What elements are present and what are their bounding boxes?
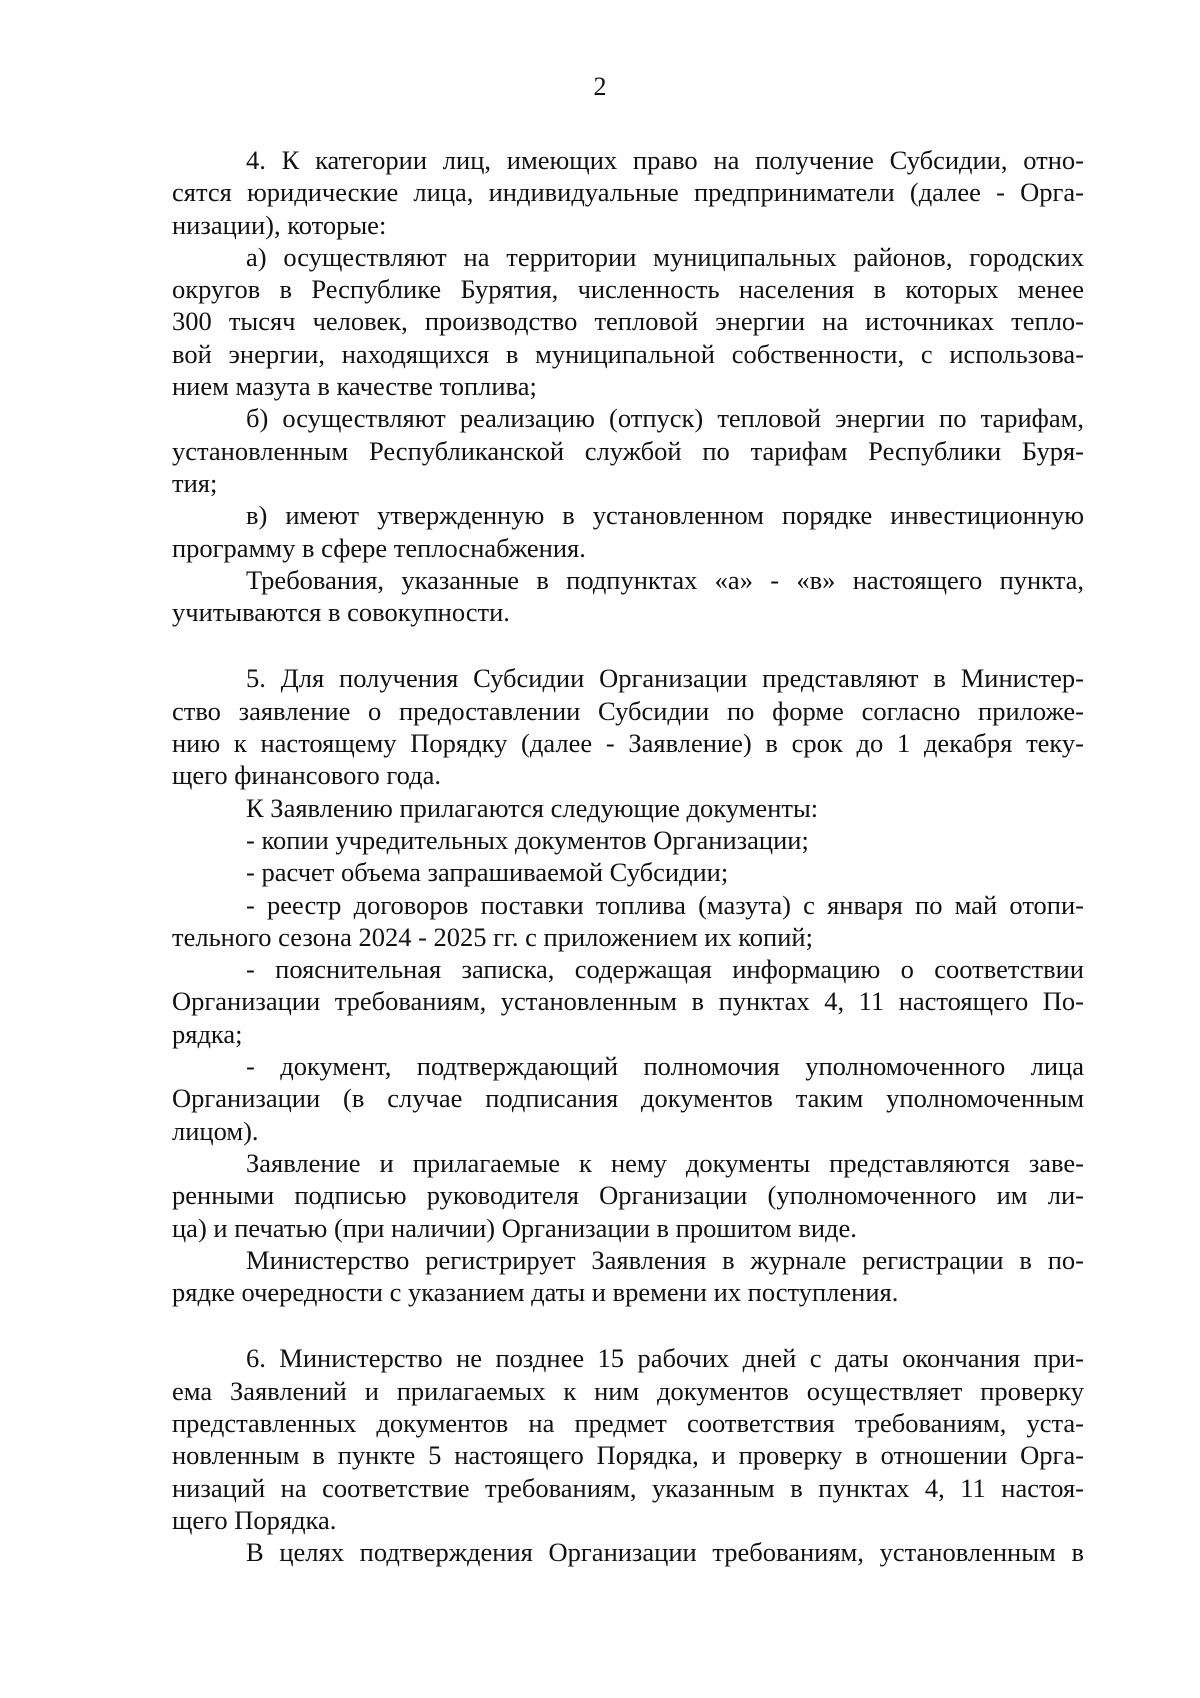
- text-line: щего Порядка.: [172, 1504, 337, 1535]
- text-line: - пояснительная записка, содержащая информацию о соответствии: [246, 954, 1084, 985]
- section-gap: [172, 1308, 1084, 1342]
- text-line: вой энергии, находящихся в муниципальной собственности, с использова-: [172, 338, 1084, 369]
- text-line: рядке очередности с указанием даты и времени их поступления.: [172, 1277, 899, 1308]
- text-line: нию к настоящему Порядку (далее - Заявление) в срок до 1 декабря теку-: [172, 728, 1084, 759]
- text-line: 6. Министерство не позднее 15 рабочих дней с даты окончания при-: [246, 1343, 1084, 1374]
- text-line: установленным Республиканской службой по тарифам Республики Буря-: [172, 435, 1084, 466]
- text-line: программу в сфере теплоснабжения.: [172, 532, 586, 563]
- text-line: учитываются в совокупности.: [172, 597, 510, 628]
- text-line: 300 тысяч человек, производство тепловой энергии на источниках тепло-: [172, 306, 1084, 337]
- text-line: ема Заявлений и прилагаемых к ним документов осуществляет проверку: [172, 1375, 1084, 1406]
- text-line: Заявление и прилагаемые к нему документы представляются заве-: [246, 1147, 1084, 1178]
- section-3: [172, 1342, 1084, 1568]
- text-line: Министерство регистрирует Заявления в журнале регистрации в по-: [246, 1244, 1084, 1275]
- text-line: Организации требованиям, установленным в пунктах 4, 11 настоящего По-: [172, 986, 1084, 1017]
- text-line: В целях подтверждения Организации требованиям, установленным в: [246, 1537, 1084, 1568]
- section-gap: [172, 628, 1084, 662]
- text-line: - расчет объема запрашиваемой Субсидии;: [246, 857, 729, 888]
- text-line: лицом).: [172, 1115, 259, 1146]
- document-body: [172, 144, 1084, 1568]
- text-line: округов в Республике Бурятия, численность населения в которых менее: [172, 274, 1084, 305]
- text-line: Организации (в случае подписания документов таким уполномоченным: [172, 1083, 1084, 1114]
- text-line: - реестр договоров поставки топлива (мазута) с января по май отопи-: [246, 889, 1084, 920]
- text-line: - документ, подтверждающий полномочия уполномоченного лица: [246, 1051, 1084, 1082]
- text-line: ство заявление о предоставлении Субсидии по форме согласно приложе-: [172, 695, 1084, 726]
- text-line: в) имеют утвержденную в установленном порядке инвестиционную: [246, 500, 1084, 531]
- text-line: К Заявлению прилагаются следующие документы:: [246, 792, 819, 823]
- section-2: [172, 662, 1084, 1308]
- text-line: низаций на соответствие требованиям, указанным в пунктах 4, 11 настоя-: [172, 1472, 1084, 1503]
- text-line: а) осуществляют на территории муниципальных районов, городских: [246, 241, 1084, 272]
- text-line: б) осуществляют реализацию (отпуск) тепловой энергии по тарифам,: [246, 403, 1084, 434]
- text-line: ренными подписью руководителя Организации (уполномоченного им ли-: [172, 1180, 1084, 1211]
- text-line: нием мазута в качестве топлива;: [172, 371, 537, 402]
- section-1: [172, 144, 1084, 628]
- text-line: - копии учредительных документов Организации;: [246, 824, 809, 855]
- text-line: сятся юридические лица, индивидуальные предприниматели (далее - Орга-: [172, 177, 1084, 208]
- text-line: щего финансового года.: [172, 760, 441, 791]
- text-line: низации), которые:: [172, 209, 387, 240]
- text-line: Требования, указанные в подпунктах «а» - «в» настоящего пункта,: [246, 564, 1084, 595]
- text-line: новленным в пункте 5 настоящего Порядка, и проверку в отношении Орга-: [172, 1440, 1084, 1471]
- text-line: представленных документов на предмет соответствия требованиям, уста-: [172, 1407, 1084, 1438]
- text-line: 5. Для получения Субсидии Организации представляют в Министер-: [246, 663, 1084, 694]
- text-line: ца) и печатью (при наличии) Организации в прошитом виде.: [172, 1212, 857, 1243]
- text-line: тельного сезона 2024 - 2025 гг. с приложением их копий;: [172, 921, 813, 952]
- text-line: рядка;: [172, 1018, 243, 1049]
- text-line: 4. К категории лиц, имеющих право на получение Субсидии, отно-: [246, 145, 1084, 175]
- text-line: тия;: [172, 467, 218, 498]
- page-number: 2: [593, 72, 607, 101]
